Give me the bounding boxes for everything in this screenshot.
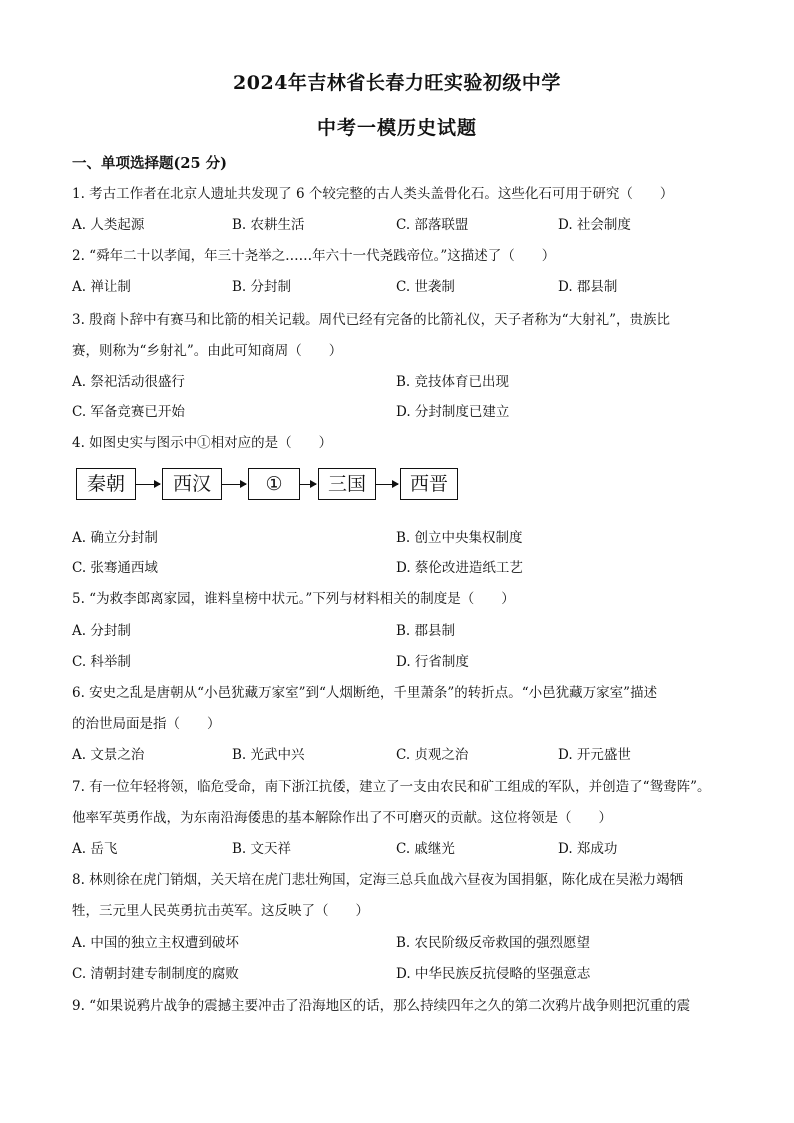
q3-option-a: A. 祭祀活动很盛行 [72, 374, 185, 390]
question-3-stem-line1: 3. 殷商卜辞中有赛马和比箭的相关记载。周代已经有完备的比箭礼仪，天子者称为“大射礼”，贵族比 [72, 312, 670, 328]
q7-option-b: B. 文天祥 [232, 841, 292, 857]
flow-arrow [222, 484, 246, 485]
q2-option-b: B. 分封制 [232, 279, 292, 295]
q3-option-b: B. 竞技体育已出现 [396, 374, 510, 390]
q8-option-c: C. 清朝封建专制制度的腐败 [72, 966, 239, 982]
q6-option-d: D. 开元盛世 [558, 747, 631, 763]
q5-option-a: A. 分封制 [72, 623, 131, 639]
question-6-stem-line2: 的治世局面是指（ ） [72, 716, 221, 732]
exam-title-subject: 中考一模历史试题 [316, 117, 477, 139]
q8-option-a: A. 中国的独立主权遭到破坏 [72, 935, 239, 951]
q3-option-c: C. 军备竞赛已开始 [72, 404, 185, 420]
question-8-stem-line1: 8. 林则徐在虎门销烟，关天培在虎门悲壮殉国，定海三总兵血战六昼夜为国捐躯，陈化成在吴淞力竭牺 [72, 872, 684, 888]
section-heading: 一、单项选择题(25 分) [72, 155, 227, 172]
q6-option-b: B. 光武中兴 [232, 747, 305, 763]
flow-box-western-jin: 西晋 [400, 468, 458, 500]
q6-option-a: A. 文景之治 [72, 747, 145, 763]
q2-option-a: A. 禅让制 [72, 279, 131, 295]
q8-option-d: D. 中华民族反抗侵略的坚强意志 [396, 966, 591, 982]
question-6-stem-line1: 6. 安史之乱是唐朝从“小邑犹藏万家室”到“人烟断绝，千里萧条”的转折点。“小邑犹藏万家室”描述 [72, 685, 658, 701]
flow-arrow [376, 484, 398, 485]
flow-box-qin: 秦朝 [76, 468, 136, 500]
q1-option-b: B. 农耕生活 [232, 217, 305, 233]
question-1-stem: 1. 考古工作者在北京人遗址共发现了 6 个较完整的古人类头盖骨化石。这些化石可用于研究（ ） [72, 186, 674, 202]
q4-option-d: D. 蔡伦改进造纸工艺 [396, 560, 523, 576]
question-3-stem-line2: 赛，则称为“乡射礼”。由此可知商周（ ） [72, 343, 343, 359]
dynasty-flow-diagram [76, 468, 461, 502]
flow-box-western-han: 西汉 [162, 468, 222, 500]
q2-option-d: D. 郡县制 [558, 279, 618, 295]
question-8-stem-line2: 牲，三元里人民英勇抗击英军。这反映了（ ） [72, 903, 369, 919]
q7-option-c: C. 戚继光 [396, 841, 455, 857]
flow-arrow [300, 484, 316, 485]
q5-option-c: C. 科举制 [72, 654, 131, 670]
exam-title-school: 2024年吉林省长春力旺实验初级中学 [233, 72, 561, 94]
q1-option-d: D. 社会制度 [558, 217, 631, 233]
q1-option-a: A. 人类起源 [72, 217, 145, 233]
question-2-stem: 2. “舜年二十以孝闻，年三十尧举之……年六十一代尧践帝位。”这描述了（ ） [72, 248, 556, 264]
q5-option-b: B. 郡县制 [396, 623, 456, 639]
q7-option-d: D. 郑成功 [558, 841, 618, 857]
question-9-stem-line1: 9. “如果说鸦片战争的震撼主要冲击了沿海地区的话，那么持续四年之久的第二次鸦片战争则把沉重的震 [72, 998, 691, 1014]
flow-arrow [136, 484, 160, 485]
q8-option-b: B. 农民阶级反帝救国的强烈愿望 [396, 935, 591, 951]
q3-option-d: D. 分封制度已建立 [396, 404, 510, 420]
flow-box-blank-1: ① [248, 468, 300, 500]
q5-option-d: D. 行省制度 [396, 654, 469, 670]
q2-option-c: C. 世袭制 [396, 279, 455, 295]
q4-option-b: B. 创立中央集权制度 [396, 530, 523, 546]
q4-option-c: C. 张骞通西域 [72, 560, 158, 576]
q7-option-a: A. 岳飞 [72, 841, 118, 857]
question-5-stem: 5. “为救李郎离家园，谁料皇榜中状元。”下列与材料相关的制度是（ ） [72, 591, 515, 607]
question-7-stem-line2: 他率军英勇作战，为东南沿海倭患的基本解除作出了不可磨灭的贡献。这位将领是（ ） [72, 810, 612, 826]
question-4-stem: 4. 如图史实与图示中①相对应的是（ ） [72, 435, 333, 451]
question-7-stem-line1: 7. 有一位年轻将领，临危受命，南下浙江抗倭，建立了一支由农民和矿工组成的军队，并创造了“鸳鸯阵”。 [72, 779, 711, 795]
q6-option-c: C. 贞观之治 [396, 747, 469, 763]
q1-option-c: C. 部落联盟 [396, 217, 469, 233]
q4-option-a: A. 确立分封制 [72, 530, 158, 546]
flow-box-three-kingdoms: 三国 [318, 468, 376, 500]
